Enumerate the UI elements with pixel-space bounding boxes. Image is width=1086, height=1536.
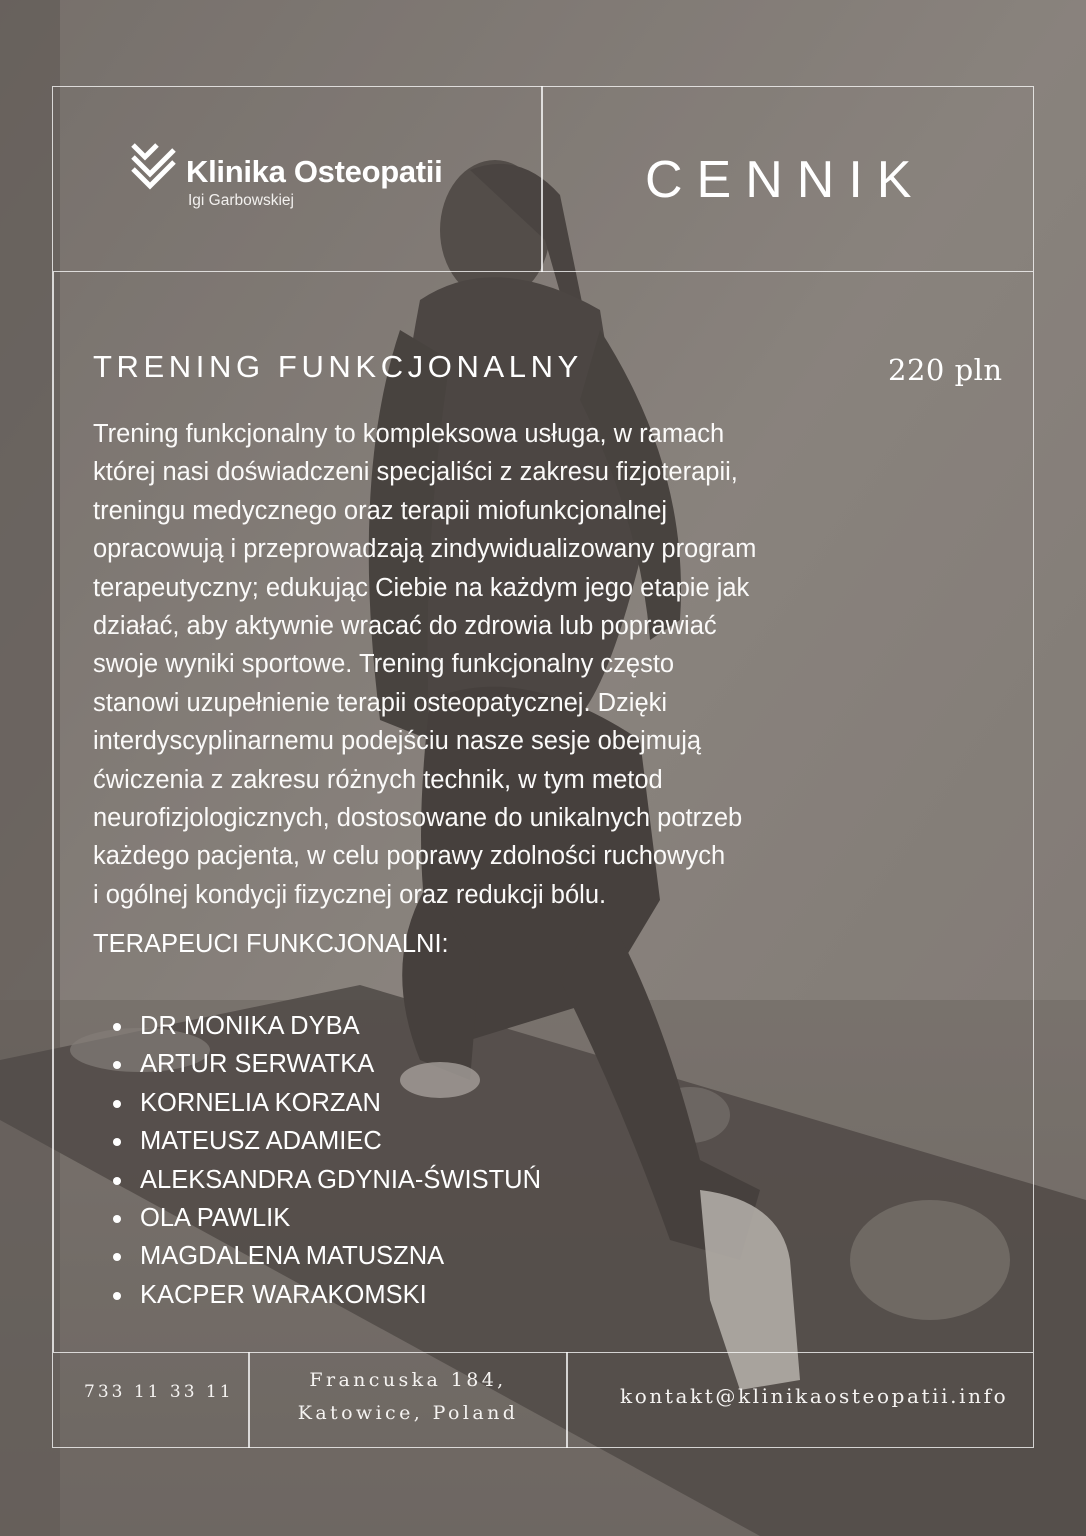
bullet-icon	[113, 1100, 121, 1108]
bullet-icon	[113, 1292, 121, 1300]
description-line: opracowują i przeprowadzają zindywidualizowany program	[93, 535, 757, 564]
description-line: stanowi uzupełnienie terapii osteopatycznej. Dzięki	[93, 688, 668, 717]
address-line-1: Francuska 184,	[309, 1369, 507, 1391]
therapist-name: OLA PAWLIK	[140, 1203, 291, 1232]
service-title: TRENING FUNKCJONALNY	[93, 349, 583, 384]
list-item	[110, 1276, 541, 1314]
therapist-name: ARTUR SERWATKA	[140, 1050, 375, 1079]
content-right-border	[1033, 272, 1035, 1352]
description-line: ćwiczenia z zakresu różnych technik, w tym metod	[93, 765, 663, 794]
therapists-heading: TERAPEUCI FUNKCJONALNI:	[93, 930, 449, 958]
brand-name: Klinika Osteopatii	[186, 154, 443, 189]
bullet-icon	[113, 1061, 121, 1069]
content-left-border	[52, 272, 54, 1352]
description-line: działać, aby aktywnie wracać do zdrowia lub poprawiać	[93, 612, 717, 641]
description-line: i ogólnej kondycji fizycznej oraz redukcji bólu.	[93, 880, 607, 909]
description-line: treningu medycznego oraz terapii miofunkcjonalnej	[93, 496, 668, 525]
page-title: CENNIK	[645, 151, 926, 209]
therapist-name: MAGDALENA MATUSZNA	[140, 1242, 445, 1271]
list-item	[110, 1199, 541, 1237]
therapist-name: DR MONIKA DYBA	[140, 1012, 360, 1040]
description-line: której nasi doświadczeni specjaliści z zakresu fizjoterapii,	[93, 458, 738, 487]
therapist-name: ALEKSANDRA GDYNIA-ŚWISTUŃ	[140, 1165, 541, 1194]
address	[250, 1364, 566, 1430]
email-link[interactable]: kontakt@klinikaosteopatii.info	[620, 1384, 1009, 1408]
bullet-icon	[113, 1177, 121, 1185]
description-line: neurofizjologicznych, dostosowane do unikalnych potrzeb	[93, 804, 743, 833]
bullet-icon	[113, 1023, 121, 1031]
list-item	[110, 1007, 541, 1045]
therapist-name: KORNELIA KORZAN	[140, 1088, 381, 1117]
bullet-icon	[113, 1215, 121, 1223]
therapist-name: KACPER WARAKOMSKI	[140, 1280, 427, 1309]
brand-subtitle: Igi Garbowskiej	[188, 192, 294, 209]
therapists-list	[110, 1007, 541, 1314]
list-item	[110, 1237, 541, 1275]
bullet-icon	[113, 1253, 121, 1261]
chevron-logo-icon	[130, 142, 178, 192]
list-item	[110, 1122, 541, 1160]
list-item	[110, 1045, 541, 1083]
description-line: swoje wyniki sportowe. Trening funkcjonalny często	[93, 650, 675, 679]
description-line: interdyscyplinarnemu podejściu nasze sesje obejmują	[93, 727, 702, 756]
header-divider	[541, 86, 543, 272]
service-price: 220 pln	[888, 353, 1003, 387]
bullet-icon	[113, 1138, 121, 1146]
description-line: każdego pacjenta, w celu poprawy zdolności ruchowych	[93, 842, 726, 871]
list-item	[110, 1084, 541, 1122]
phone-link[interactable]: 733 11 33 11	[84, 1382, 234, 1402]
footer-divider-2	[566, 1352, 568, 1448]
description-line: terapeutyczny; edukując Ciebie na każdym jego etapie jak	[93, 573, 750, 602]
therapist-name: MATEUSZ ADAMIEC	[140, 1127, 382, 1156]
address-line-2: Katowice, Poland	[297, 1402, 519, 1424]
list-item	[110, 1161, 541, 1199]
service-description	[93, 415, 923, 914]
description-line: Trening funkcjonalny to kompleksowa usługa, w ramach	[93, 420, 725, 448]
